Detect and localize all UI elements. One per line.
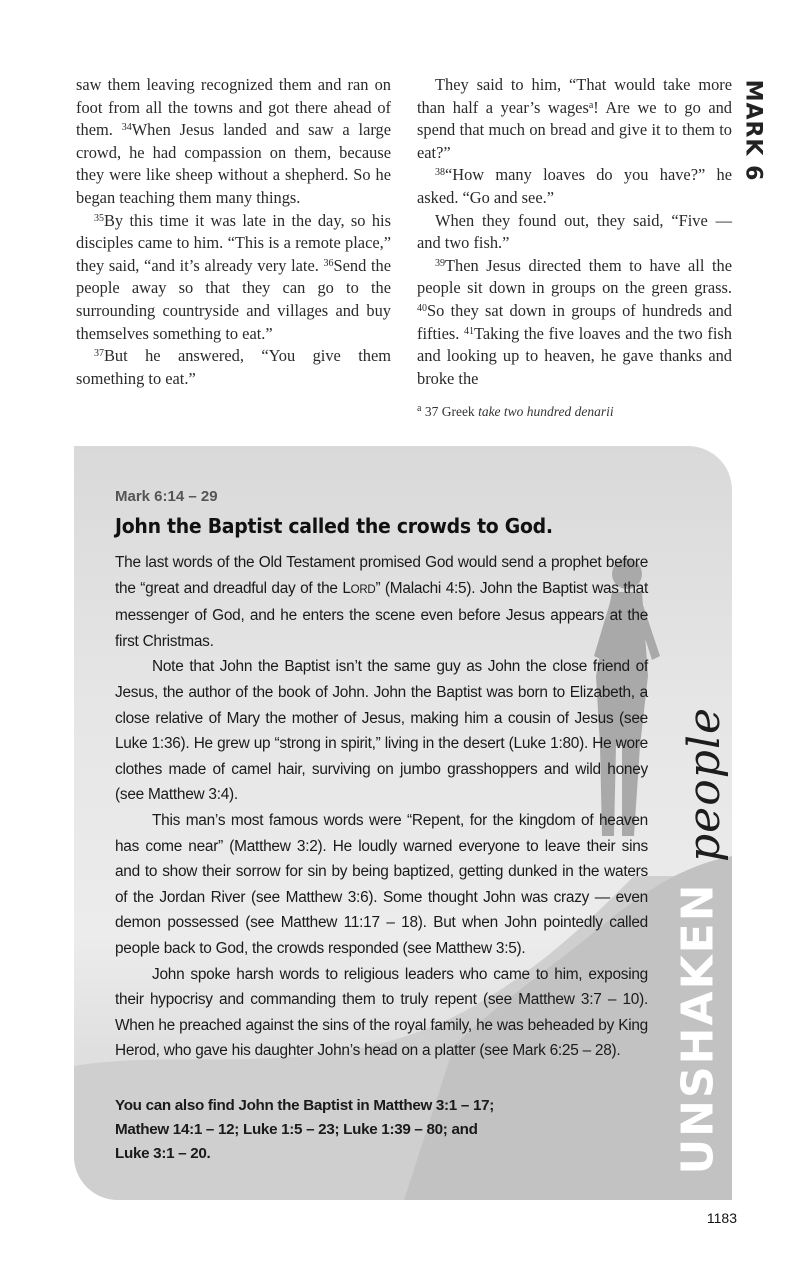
footnote-ref: 37 [424,404,439,419]
footnote-label: Greek [441,404,475,419]
verse-number: 36 [323,257,334,269]
lord-smallcaps-initial: L [342,579,351,597]
feature-heading: John the Baptist called the crowds to God. [115,514,553,538]
verse-number: 39 [435,257,445,269]
running-head-tab [725,70,780,190]
verse-number: 34 [121,122,132,134]
verse-number: 40 [417,302,427,314]
verse-text: So they sat down in groups of hundreds and fifties. [417,300,732,343]
verse-text: Then Jesus directed them to have all the people sit down in groups on the green grass. [417,255,732,298]
left-text-column [76,74,391,390]
verse-text: Send the people away so that they can go to the surrounding countryside and villages and buy themselves something to eat.” [76,255,391,343]
running-head: MARK 6 [740,79,765,181]
verse-text: But he answered, “You give them something to eat.” [76,346,391,388]
see-also-line: Mathew 14:1 – 12; Luke 1:5 – 23; Luke 1:39 – 80; and [115,1121,478,1138]
side-title-unshaken [670,878,726,1178]
body-paragraph: John spoke harsh words to religious leaders who came to him, exposing their hypocrisy and commanding them to truly repent (see Matthew 3:7 – 10). When he preached against the sins of the royal family, he was beheaded by King Herod, who gave his daughter John’s head on a platter (see Mark 6:25 – 28). [115,965,648,1060]
footnote-text: take two hundred denarii [478,404,614,419]
verse-number: 41 [463,325,474,337]
verse-number: 37 [94,348,104,360]
verse-text: When Jesus landed and saw a large crowd, he had compassion on them, because they were like sheep without a shepherd. So he began teaching them many things. [76,120,391,207]
see-also-line: You can also find John the Baptist in Matthew 3:1 – 17; [115,1097,494,1114]
see-also-references [115,1094,648,1166]
body-text: ” (Malachi 4:5). John the Baptist was that messenger of God, and he enters the scene even before Jesus appears at the first Christmas. [115,579,648,650]
body-paragraph: This man’s most famous words were “Repent, for the kingdom of heaven has come near” (Matthew 3:2). He loudly warned everyone to leave their sins and to show their sorrow for sin by being baptized, getting dunked in the waters of the Jordan River (see Matthew 3:6). Some thought John was crazy — even demon possessed (see Matthew 11:17 – 18). But when John pointedly called people back to God, the crowds responded (see Matthew 3:5). [115,811,648,957]
verse-text: They said to him, “That would take more than half a year’s wages [417,75,732,117]
verse-text: saw them leaving recognized them and ran on foot from all the towns and got there ahead of them. [76,75,391,140]
side-title-script: people [678,706,730,862]
body-text: The last words of the Old Testament promised God would send a prophet before the “great and dreadful day of the [115,554,648,597]
verse-text: By this time it was late in the day, so his disciples came to him. “This is a remote place,” they said, “and it’s already very late. [76,210,391,275]
verse-text: When they found out, they said, “Five — and two fish.” [417,210,732,253]
verse-text: ! Are we to go and spend that much on bread and give it to them to eat?” [417,97,732,162]
footnote-marker: a [417,403,422,414]
verse-text: Taking the five loaves and the two fish and looking up to heaven, he gave thanks and broke the [417,323,732,388]
footnote-marker: a [588,99,594,111]
right-text-column [417,74,732,390]
feature-body [115,550,648,1064]
verse-text: “How many loaves do you have?” he asked. “Go and see.” [417,165,732,207]
lord-smallcaps-rest: ORD [350,583,376,596]
feature-panel [74,446,732,1200]
scripture-reference: Mark 6:14 – 29 [115,488,218,505]
verse-number: 35 [94,212,104,224]
verse-number: 38 [435,167,445,179]
body-paragraph: Note that John the Baptist isn’t the same guy as John the close friend of Jesus, the author of the book of John. John the Baptist was born to Elizabeth, a close relative of Mary the mother of Jesus, making him a cousin of Jesus (see Luke 1:36). He grew up “strong in spirit,” living in the desert (Luke 1:80). He wore clothes made of camel hair, surviving on jumbo grasshoppers and wild honey (see Matthew 3:4). [115,658,648,804]
side-title-bold: UNSHAKEN [672,881,724,1175]
see-also-line: Luke 3:1 – 20. [115,1145,211,1162]
side-title-people [674,674,732,894]
page-number: 1183 [706,1210,737,1226]
footnote [417,404,737,420]
